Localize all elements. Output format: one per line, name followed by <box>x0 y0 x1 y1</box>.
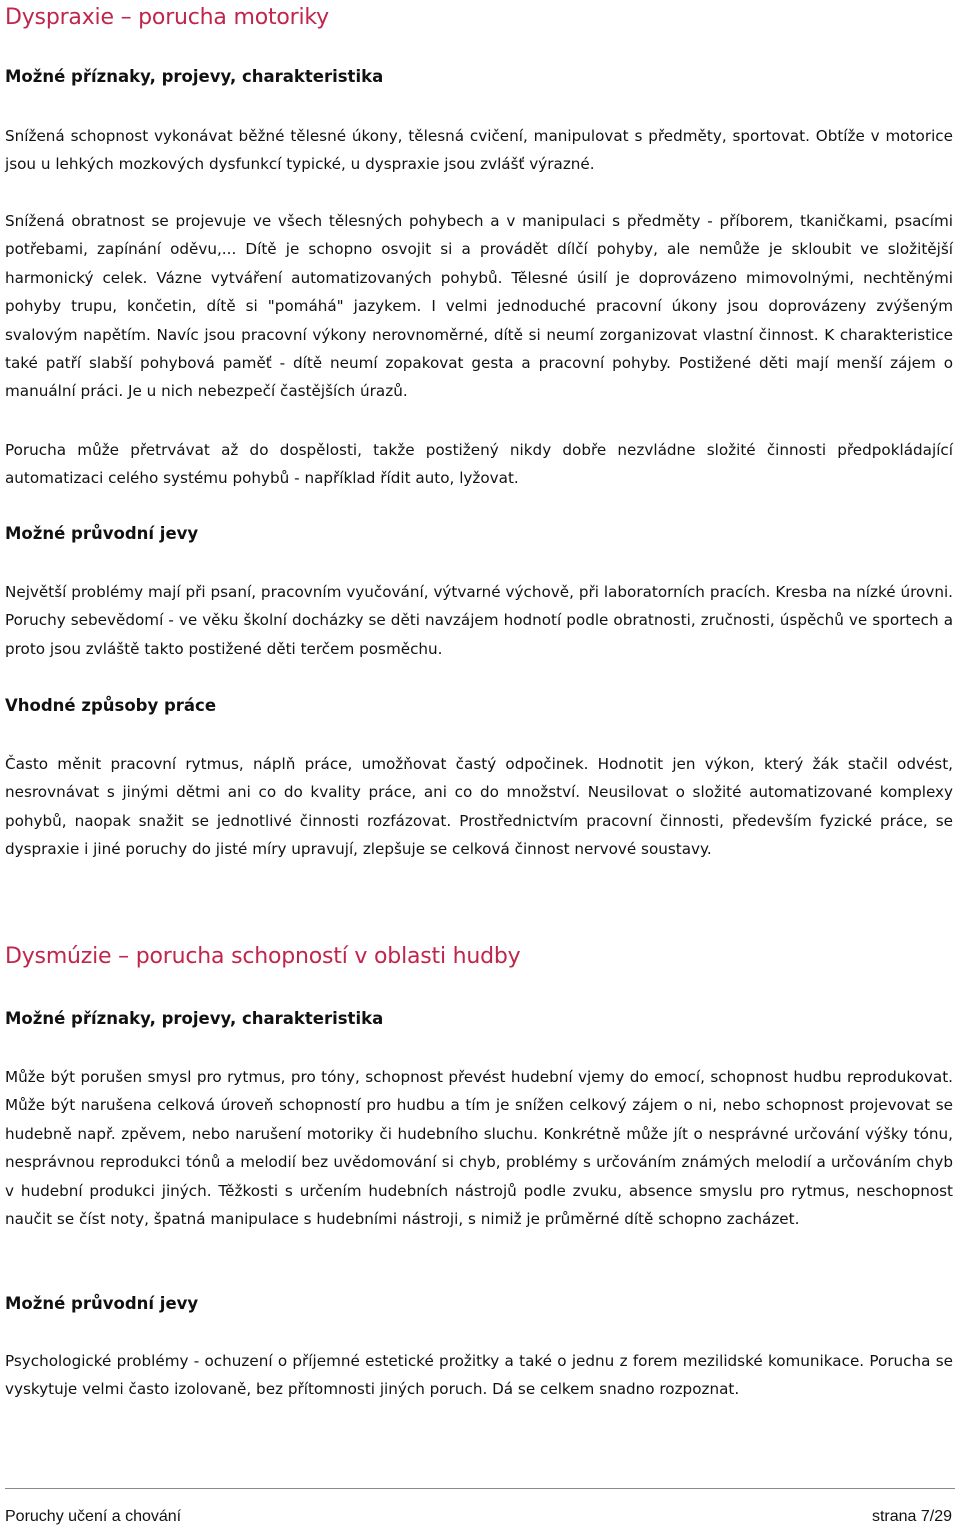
subheading-side-effects-1: Možné průvodní jevy <box>5 524 199 543</box>
footer-document-title: Poruchy učení a chování <box>5 1508 182 1525</box>
subheading-side-effects-2: Možné průvodní jevy <box>5 1294 199 1313</box>
footer-divider <box>5 1488 955 1489</box>
footer-page-number: strana 7/29 <box>871 1508 952 1525</box>
paragraph-5: Často měnit pracovní rytmus, náplň práce, umožňovat častý odpočinek. Hodnotit jen výkon, který žák stačil odvést, nesrovnávat s jinými dětmi ani co do kvality práce, ani co do množství. Neusilovat o složité automatizované komplexy pohybů, naopak snažit se jednotlivé činnosti rozfázovat. Prostřednictvím pracovní činnosti, především fyzické práce, se dyspraxie i jiné poruchy do jisté míry upravují, zlepšuje se celková činnost nervové soustavy. <box>5 755 953 859</box>
paragraph-4: Největší problémy mají při psaní, pracovním vyučování, výtvarné výchově, při laboratorních pracích. Kresba na nízké úrovni. Poruchy sebevědomí - ve věku školní docházky se děti navzájem hodnotí podle obratnosti, zručnosti, úspěchů ve sportech a proto jsou zvláště takto postižené děti terčem posměchu. <box>5 583 953 658</box>
section-title-dyspraxie: Dyspraxie – porucha motoriky <box>5 5 330 30</box>
paragraph-2: Snížená obratnost se projevuje ve všech tělesných pohybech a v manipulaci s předměty - příborem, tkaničkami, psacími potřebami, zapínání oděvu,... Dítě je schopno osvojit si a provádět dílčí pohyby, ale nemůže je skloubit ve složitější harmonický celek. Vázne vytváření automatizovaných pohybů. Tělesné úsilí je doprovázeno mimovolnými, nechtěnými pohyby trupu, končetin, dítě si "pomáhá" jazykem. I velmi jednoduché pracovní úkony jsou doprovázeny zvýšeným svalovým napětím. Navíc jsou pracovní výkony nerovnoměrné, dítě si neumí zorganizovat vlastní činnost. K charakteristice také patří slabší pohybová paměť - dítě neumí zopakovat gesta a pracovní pohyby. Postižené děti mají menší zájem o manuální práci. Je u nich nebezpečí častějších úrazů. <box>5 212 953 401</box>
subheading-methods: Vhodné způsoby práce <box>5 696 217 715</box>
subheading-symptoms-2: Možné příznaky, projevy, charakteristika <box>5 1009 384 1028</box>
paragraph-3: Porucha může přetrvávat až do dospělosti, takže postižený nikdy dobře nezvládne složité činnosti předpokládající automatizaci celého systému pohybů - například řídit auto, lyžovat. <box>5 441 953 488</box>
paragraph-6: Může být porušen smysl pro rytmus, pro tóny, schopnost převést hudební vjemy do emocí, schopnost hudbu reprodukovat. Může být narušena celková úroveň schopností pro hudbu a tím je snížen celkový zájem o ni, nebo schopnost projevovat se hudebně např. zpěvem, nebo narušení motoriky či hudebního sluchu. Konkrétně může jít o nesprávné určování výšky tónu, nesprávnou reprodukci tónů a melodií bez uvědomování si chyb, problémy s určováním známých melodií a určováním chyb v hudební produkci jiných. Těžkosti s určením hudebních nástrojů podle zvuku, absence smyslu pro rytmus, neschopnost naučit se číst noty, špatná manipulace s hudebními nástroji, s nimiž je průměrné dítě schopno zacházet. <box>5 1068 953 1229</box>
section-title-dysmuzie: Dysmúzie – porucha schopností v oblasti hudby <box>5 944 521 969</box>
paragraph-7: Psychologické problémy - ochuzení o příjemné estetické prožitky a také o jednu z forem mezilidské komunikace. Porucha se vyskytuje velmi často izolovaně, bez přítomnosti jiných poruch. Dá se celkem snadno rozpoznat. <box>5 1352 953 1399</box>
subheading-symptoms-1: Možné příznaky, projevy, charakteristika <box>5 67 384 86</box>
paragraph-1: Snížená schopnost vykonávat běžné tělesné úkony, tělesná cvičení, manipulovat s předměty, sportovat. Obtíže v motorice jsou u lehkých mozkových dysfunkcí typické, u dyspraxie jsou zvlášť výrazné. <box>5 127 953 174</box>
